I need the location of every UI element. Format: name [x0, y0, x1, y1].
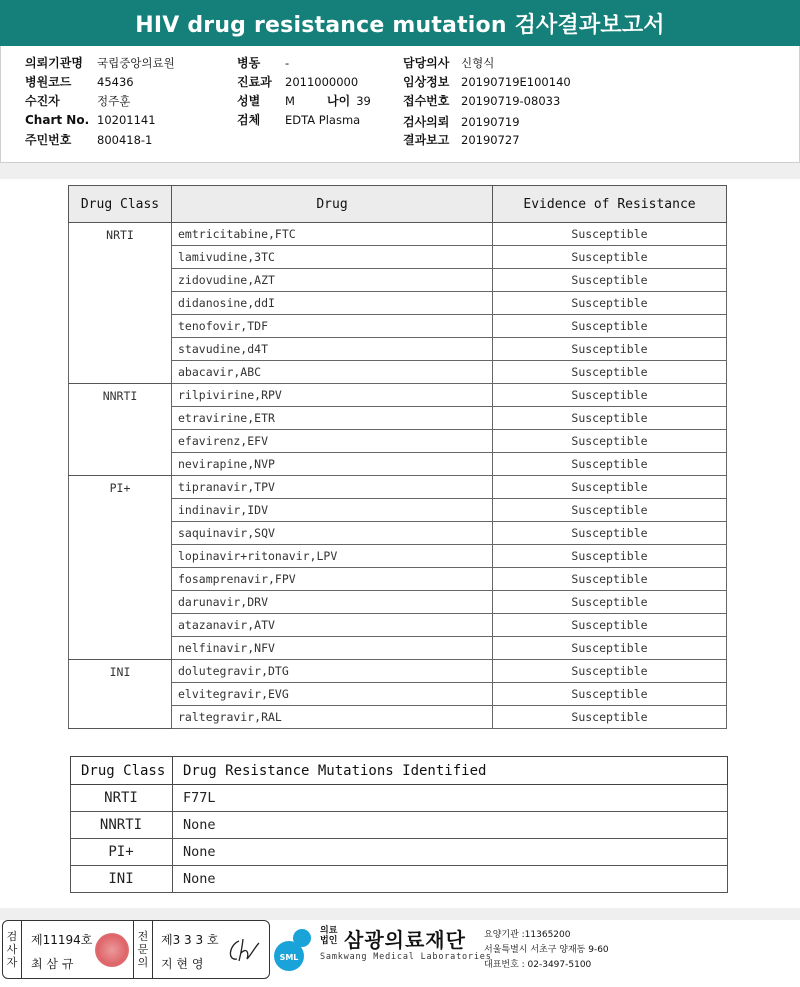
drug-name-cell: abacavir,ABC	[172, 361, 493, 384]
info-field	[25, 92, 130, 109]
info-field	[403, 73, 571, 90]
drug-class-cell: PI+	[69, 476, 172, 660]
info-value: M	[285, 94, 295, 108]
resistance-result-cell: Susceptible	[493, 430, 727, 453]
drug-class-cell: NRTI	[71, 785, 173, 812]
info-field	[25, 131, 152, 148]
drug-name-cell: rilpivirine,RPV	[172, 384, 493, 407]
doctor-label-text: 전 문 의	[137, 930, 149, 969]
resistance-result-cell: Susceptible	[493, 361, 727, 384]
info-field	[237, 54, 289, 71]
signature-image	[225, 935, 261, 965]
address: 서울특별시 서초구 양재동 9-60	[484, 945, 609, 955]
resistance-result-cell: Susceptible	[493, 614, 727, 637]
resistance-result-cell: Susceptible	[493, 499, 727, 522]
examiner-name: 최 삼 규	[31, 957, 74, 971]
drug-class-cell: NNRTI	[71, 812, 173, 839]
drug-name-cell: dolutegravir,DTG	[172, 660, 493, 683]
info-value: EDTA Plasma	[285, 113, 361, 127]
sml-logo-text: SML	[279, 953, 299, 962]
drug-name-cell: nelfinavir,NFV	[172, 637, 493, 660]
drug-name-cell: tenofovir,TDF	[172, 315, 493, 338]
institution-number: 요양기관 :11365200	[484, 930, 571, 940]
info-value: 800418-1	[97, 133, 153, 147]
info-field	[403, 131, 520, 148]
info-value: 45436	[97, 75, 134, 89]
report-title: HIV drug resistance mutation 검사결과보고서	[135, 12, 665, 38]
examiner-number: 제11194호	[31, 933, 93, 947]
info-label: 성별	[237, 94, 261, 108]
resistance-result-cell: Susceptible	[493, 591, 727, 614]
mutation-table	[70, 756, 728, 893]
drug-name-cell: zidovudine,AZT	[172, 269, 493, 292]
age-label: 나이	[327, 94, 351, 108]
info-value: 신형식	[461, 56, 495, 70]
section-divider	[0, 163, 800, 179]
mutations-cell: F77L	[173, 785, 728, 812]
info-value: 국립중앙의료원	[97, 56, 175, 70]
resistance-result-cell: Susceptible	[493, 338, 727, 361]
resistance-result-cell: Susceptible	[493, 384, 727, 407]
drug-name-cell: atazanavir,ATV	[172, 614, 493, 637]
drug-class-cell: INI	[69, 660, 172, 729]
info-field	[237, 111, 360, 128]
table-row	[71, 812, 728, 839]
info-value: 20190719	[461, 115, 520, 129]
doctor-name: 지 현 영	[161, 957, 204, 971]
drug-name-cell: indinavir,IDV	[172, 499, 493, 522]
header-mutations: Drug Resistance Mutations Identified	[173, 757, 728, 785]
drug-class-cell: PI+	[71, 839, 173, 866]
info-label: 접수번호	[403, 94, 450, 108]
info-label: 수진자	[25, 94, 60, 108]
drug-class-cell: NNRTI	[69, 384, 172, 476]
resistance-result-cell: Susceptible	[493, 706, 727, 729]
info-label: 진료과	[237, 75, 272, 89]
resistance-result-cell: Susceptible	[493, 315, 727, 338]
table-row	[69, 384, 727, 407]
section-divider	[0, 908, 800, 920]
table-row	[69, 476, 727, 499]
table-row	[71, 866, 728, 893]
examiner-label	[3, 921, 22, 978]
mutations-cell: None	[173, 866, 728, 893]
resistance-result-cell: Susceptible	[493, 292, 727, 315]
patient-info-panel	[0, 46, 800, 163]
corp-name: 삼광의료재단	[344, 928, 466, 952]
info-field	[403, 54, 494, 71]
drug-name-cell: efavirenz,EFV	[172, 430, 493, 453]
table-row	[71, 839, 728, 866]
table-row	[69, 223, 727, 246]
signature-box	[2, 920, 270, 979]
resistance-result-cell: Susceptible	[493, 476, 727, 499]
doctor-number: 제3 3 3 호	[161, 933, 219, 947]
info-value: 2011000000	[285, 75, 359, 89]
info-value: 20190719E100140	[461, 75, 571, 89]
resistance-result-cell: Susceptible	[493, 568, 727, 591]
drug-name-cell: fosamprenavir,FPV	[172, 568, 493, 591]
resistance-result-cell: Susceptible	[493, 269, 727, 292]
info-label: 병원코드	[25, 75, 72, 89]
info-field	[25, 73, 134, 90]
info-label: 담당의사	[403, 56, 450, 70]
corp-type: 의료 법인	[320, 926, 338, 946]
drug-name-cell: raltegravir,RAL	[172, 706, 493, 729]
drug-name-cell: emtricitabine,FTC	[172, 223, 493, 246]
resistance-result-cell: Susceptible	[493, 545, 727, 568]
drug-class-cell: INI	[71, 866, 173, 893]
info-field	[403, 92, 560, 109]
info-label: Chart No.	[25, 113, 90, 127]
age-field	[327, 92, 371, 109]
mutations-cell: None	[173, 812, 728, 839]
info-label: 검사의뢰	[403, 115, 450, 129]
doctor-label	[133, 921, 153, 978]
corp-name-en: Samkwang Medical Laboratories	[320, 952, 492, 962]
header-evidence: Evidence of Resistance	[493, 186, 727, 223]
drug-name-cell: lamivudine,3TC	[172, 246, 493, 269]
info-value: 10201141	[97, 113, 156, 127]
mutation-table-header	[71, 757, 728, 785]
info-label: 결과보고	[403, 133, 450, 147]
info-field	[25, 113, 156, 127]
resistance-table	[68, 185, 727, 729]
header-drug: Drug	[172, 186, 493, 223]
info-field	[237, 92, 295, 109]
drug-name-cell: elvitegravir,EVG	[172, 683, 493, 706]
header-drug-class: Drug Class	[71, 757, 173, 785]
drug-name-cell: lopinavir+ritonavir,LPV	[172, 545, 493, 568]
drug-name-cell: etravirine,ETR	[172, 407, 493, 430]
info-value: 20190719-08033	[461, 94, 561, 108]
info-value: -	[285, 56, 290, 70]
drug-name-cell: nevirapine,NVP	[172, 453, 493, 476]
info-label: 의뢰기관명	[25, 56, 83, 70]
seal-stamp	[95, 933, 129, 967]
report-footer	[0, 920, 800, 987]
drug-name-cell: saquinavir,SQV	[172, 522, 493, 545]
sml-logo-icon	[272, 926, 314, 972]
table-row	[71, 785, 728, 812]
resistance-result-cell: Susceptible	[493, 637, 727, 660]
drug-name-cell: didanosine,ddI	[172, 292, 493, 315]
info-label: 병동	[237, 56, 261, 70]
phone-number: 대표번호 : 02-3497-5100	[484, 960, 592, 970]
resistance-table-header	[69, 186, 727, 223]
drug-name-cell: stavudine,d4T	[172, 338, 493, 361]
drug-name-cell: tipranavir,TPV	[172, 476, 493, 499]
resistance-result-cell: Susceptible	[493, 407, 727, 430]
resistance-result-cell: Susceptible	[493, 522, 727, 545]
resistance-result-cell: Susceptible	[493, 223, 727, 246]
resistance-result-cell: Susceptible	[493, 660, 727, 683]
age-value: 39	[356, 94, 371, 108]
report-header	[0, 0, 800, 47]
resistance-result-cell: Susceptible	[493, 683, 727, 706]
mutations-cell: None	[173, 839, 728, 866]
info-field	[25, 54, 175, 71]
info-value: 20190727	[461, 133, 520, 147]
info-label: 주민번호	[25, 133, 72, 147]
info-value: 정주훈	[97, 94, 131, 108]
resistance-result-cell: Susceptible	[493, 453, 727, 476]
resistance-result-cell: Susceptible	[493, 246, 727, 269]
drug-class-cell: NRTI	[69, 223, 172, 384]
info-label: 임상정보	[403, 75, 450, 89]
info-field	[403, 113, 520, 130]
drug-name-cell: darunavir,DRV	[172, 591, 493, 614]
table-row	[69, 660, 727, 683]
info-field	[237, 73, 358, 90]
header-drug-class: Drug Class	[69, 186, 172, 223]
examiner-label-text: 검 사 자	[6, 930, 18, 969]
info-label: 검체	[237, 113, 261, 127]
